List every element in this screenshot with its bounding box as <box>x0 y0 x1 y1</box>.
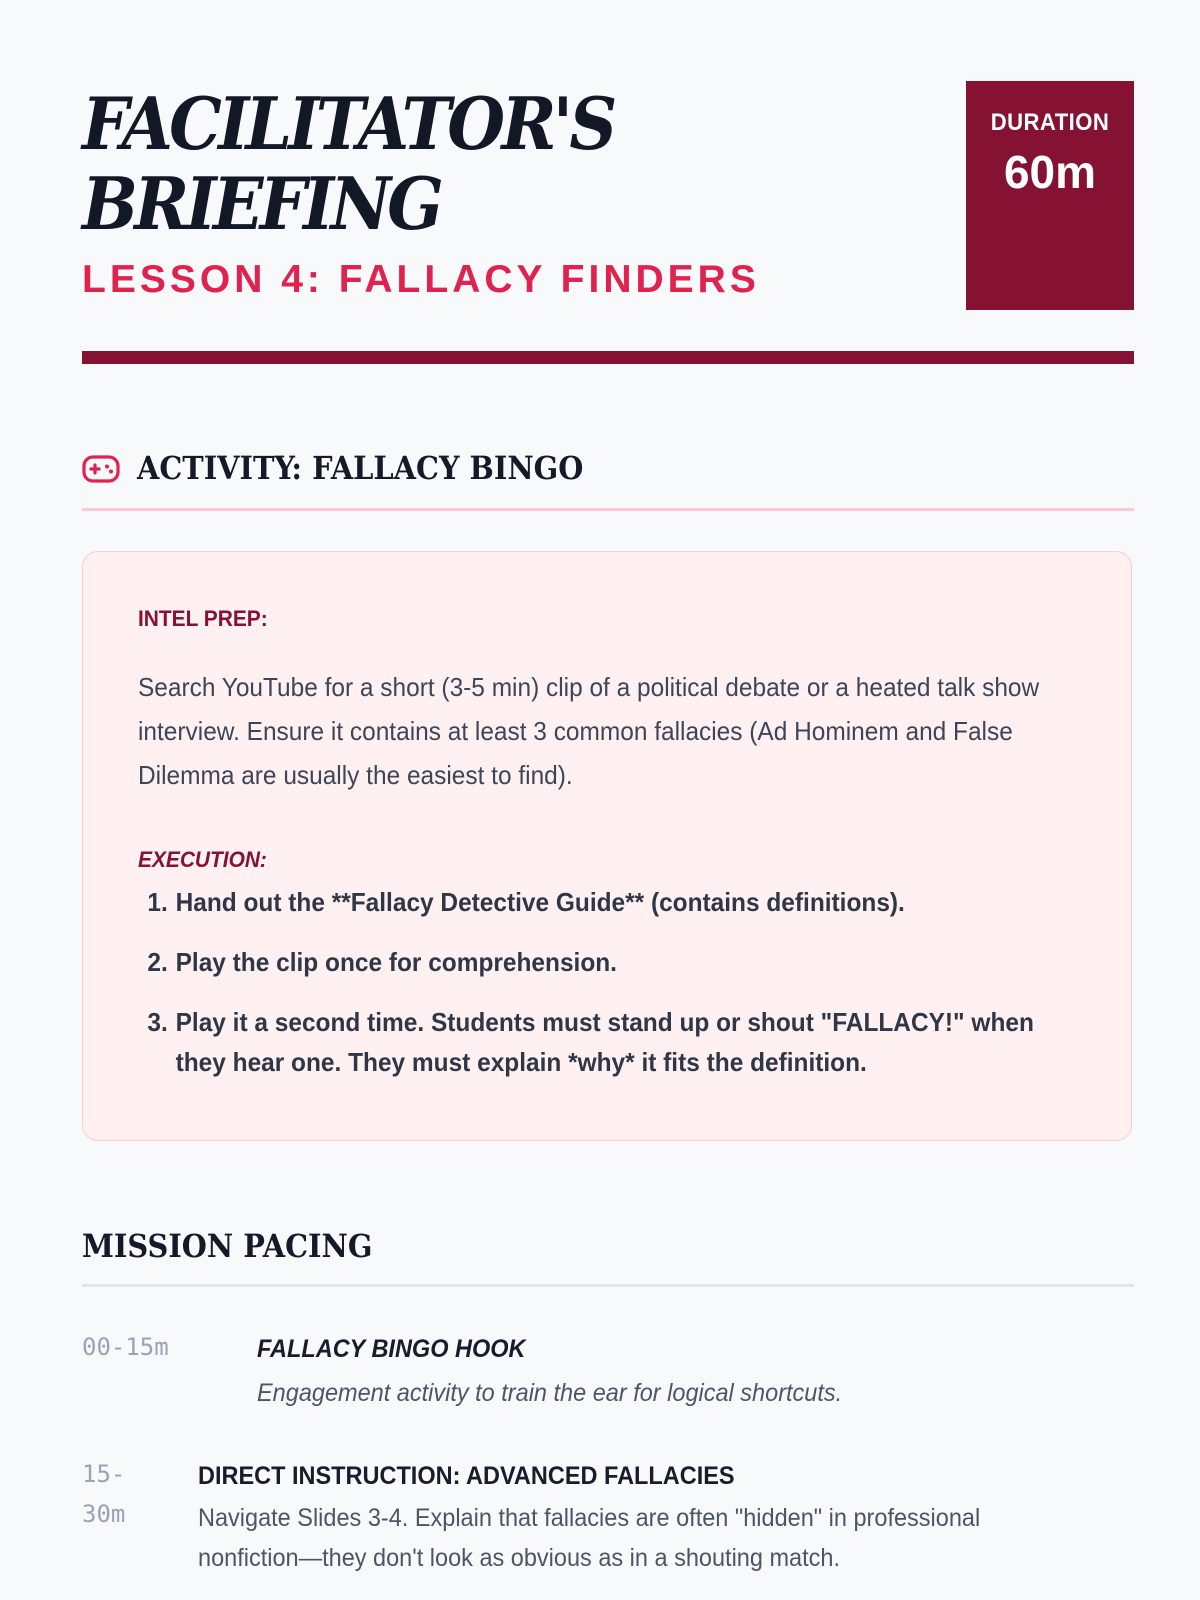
page-title <box>82 81 614 246</box>
pacing-item-desc: Engagement activity to train the ear for logical shortcuts. <box>257 1379 843 1407</box>
pacing-item-title: FALLACY BINGO HOOK <box>257 1335 526 1363</box>
header <box>82 0 1134 370</box>
list-item <box>138 942 1040 982</box>
duration-badge <box>966 81 1134 310</box>
pacing-item-title: DIRECT INSTRUCTION: ADVANCED FALLACIES <box>198 1462 735 1490</box>
activity-header <box>82 445 1134 511</box>
step-text: Hand out the **Fallacy Detective Guide** (contains definitions). <box>175 887 905 917</box>
lesson-subtitle: LESSON 4: FALLACY FINDERS <box>82 258 760 301</box>
execution-label: EXECUTION: <box>138 847 267 872</box>
gamepad-icon <box>82 455 120 483</box>
execution-steps <box>138 882 1040 1102</box>
pacing-header <box>82 1227 1134 1287</box>
step-text: Play it a second time. Students must stand up or shout "FALLACY!" when they hear one. They must explain *why* it fits the definition. <box>175 1007 1034 1077</box>
pacing-time-part1: 15- <box>82 1460 126 1488</box>
intel-prep-text: Search YouTube for a short (3-5 min) clip of a political debate or a heated talk show interview. Ensure it contains at least 3 common fallacies (Ad Hominem and False Dilemma are usually the easiest to find). <box>138 672 1040 790</box>
duration-label: DURATION <box>990 109 1110 136</box>
step-number: 2. <box>147 947 168 977</box>
duration-value: 60m <box>1003 146 1097 198</box>
list-item <box>138 1002 1040 1082</box>
pacing-item-desc: Navigate Slides 3-4. Explain that fallacies are often "hidden" in professional nonfiction—they don't look as obvious as in a shouting match. <box>198 1504 981 1572</box>
title-line-1: FACILITATOR'S <box>82 81 614 166</box>
pacing-time: 00-15m <box>82 1333 169 1361</box>
step-number: 1. <box>147 887 168 917</box>
pacing-title: MISSION PACING <box>82 1227 373 1265</box>
title-line-2: BRIEFING <box>82 161 441 246</box>
step-number: 3. <box>147 1007 168 1037</box>
header-divider <box>82 351 1134 364</box>
briefing-page <box>82 0 1134 1572</box>
pacing-time-part2: 30m <box>82 1500 126 1528</box>
step-text: Play the clip once for comprehension. <box>175 947 617 977</box>
intel-prep-label: INTEL PREP: <box>138 606 268 631</box>
list-item <box>138 882 1040 922</box>
activity-title: ACTIVITY: FALLACY BINGO <box>137 449 584 487</box>
activity-card <box>82 551 1132 1141</box>
